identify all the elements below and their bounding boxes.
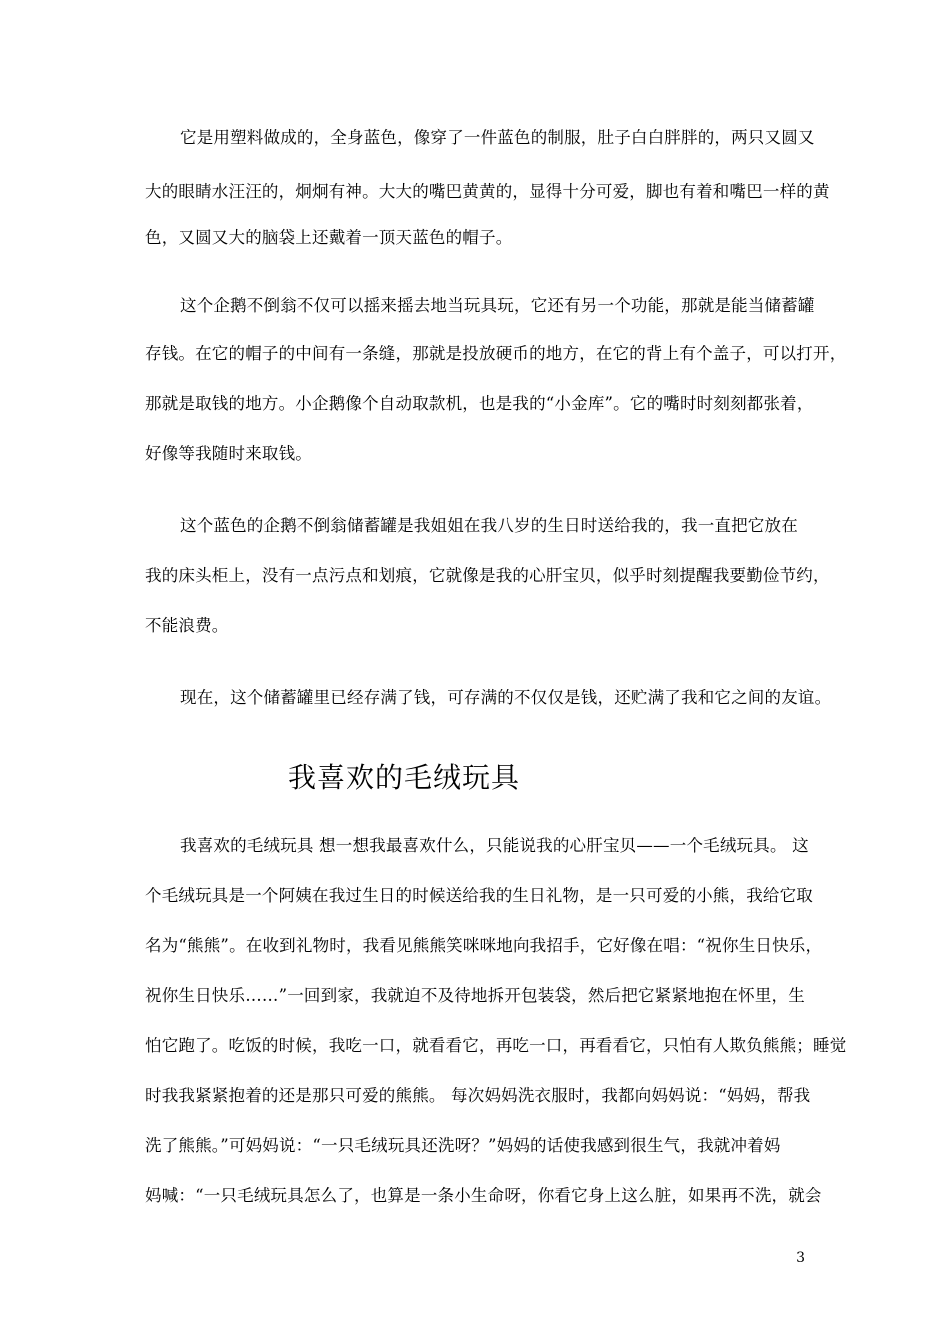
essay-line-2: 个毛绒玩具是一个阿姨在我过生日的时候送给我的生日礼物，是一只可爱的小熊，我给它取: [145, 886, 813, 905]
page-number: 3: [796, 1250, 805, 1266]
paragraph-2-line-3: 那就是取钱的地方。小企鹅像个自动取款机，也是我的“小金库”。它的嘴时时刻刻都张着，: [145, 394, 814, 413]
essay-line-8: 妈喊：“一只毛绒玩具怎么了，也算是一条小生命呀，你看它身上这么脏，如果再不洗，就会: [145, 1186, 822, 1205]
paragraph-3-line-3: 不能浪费。: [145, 616, 229, 635]
paragraph-3-line-1: 这个蓝色的企鹅不倒翁储蓄罐是我姐姐在我八岁的生日时送给我的，我一直把它放在: [180, 516, 798, 535]
paragraph-1-line-1: 它是用塑料做成的，全身蓝色，像穿了一件蓝色的制服，肚子白白胖胖的，两只又圆又: [180, 128, 815, 147]
section-heading: 我喜欢的毛绒玩具: [288, 761, 521, 794]
paragraph-2-line-2: 存钱。在它的帽子的中间有一条缝，那就是投放硬币的地方，在它的背上有个盖子，可以打开，: [145, 344, 847, 363]
essay-line-1: 我喜欢的毛绒玩具 想一想我最喜欢什么，只能说我的心肝宝贝——一个毛绒玩具。 这: [180, 836, 809, 855]
paragraph-1-line-3: 色，又圆又大的脑袋上还戴着一顶天蓝色的帽子。: [145, 228, 513, 247]
paragraph-3-line-2: 我的床头柜上，没有一点污点和划痕，它就像是我的心肝宝贝，似乎时刻提醒我要勤俭节约，: [145, 566, 830, 585]
paragraph-2-line-4: 好像等我随时来取钱。: [145, 444, 312, 463]
essay-line-3: 名为“熊熊”。在收到礼物时，我看见熊熊笑咪咪地向我招手，它好像在唱：“祝你生日快乐，: [145, 936, 823, 955]
paragraph-2-line-1: 这个企鹅不倒翁不仅可以摇来摇去地当玩具玩，它还有另一个功能，那就是能当储蓄罐: [180, 296, 815, 315]
essay-line-5: 怕它跑了。吃饭的时候，我吃一口，就看看它，再吃一口，再看看它，只怕有人欺负熊熊；睡觉: [145, 1036, 847, 1055]
essay-line-6: 时我我紧紧抱着的还是那只可爱的熊熊。 每次妈妈洗衣服时，我都向妈妈说：“妈妈，帮我: [145, 1086, 811, 1105]
essay-line-7: 洗了熊熊。”可妈妈说：“一只毛绒玩具还洗呀？”妈妈的话使我感到很生气，我就冲着妈: [145, 1136, 781, 1155]
paragraph-1-line-2: 大的眼睛水汪汪的，炯炯有神。大大的嘴巴黄黄的，显得十分可爱，脚也有着和嘴巴一样的黄: [145, 182, 830, 201]
paragraph-4-line-1: 现在，这个储蓄罐里已经存满了钱，可存满的不仅仅是钱，还贮满了我和它之间的友谊。: [180, 688, 832, 707]
essay-line-4: 祝你生日快乐……”一回到家，我就迫不及待地拆开包装袋，然后把它紧紧地抱在怀里，生: [145, 986, 805, 1005]
